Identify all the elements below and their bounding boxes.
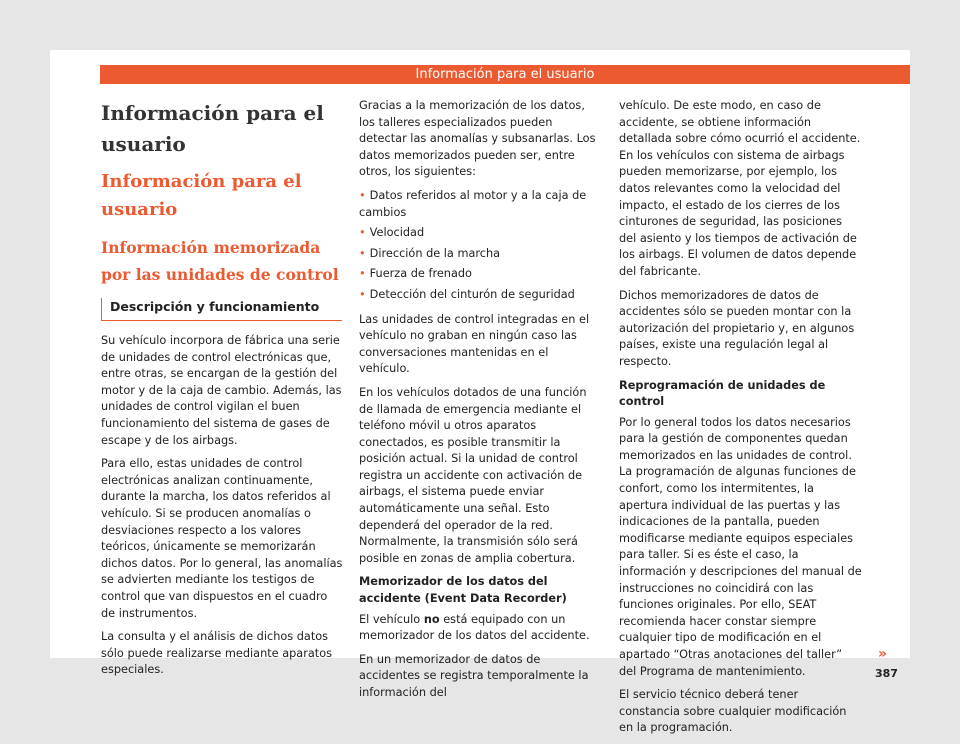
paragraph: vehículo. De este modo, en caso de accidente, se obtiene información detallada sobre cómo ocurrió el accidente. En los vehículos con sistema de airbags pueden memorizarse, por ejemplo, los datos relevantes como la velocidad del impacto, el estado de los cierres de los cinturones de seguridad, las posiciones del asiento y los tiempos de activación de los airbags. El volumen de datos depende del fabricante. <box>619 99 861 278</box>
bullet-icon: • <box>359 246 366 260</box>
paragraph: Dichos memorizadores de datos de accidentes sólo se pueden montar con la autorización del propietario y, en algunos países, existe una regulación legal al respecto. <box>619 288 855 368</box>
column-2 <box>359 98 602 709</box>
page-header: Información para el usuario <box>100 65 910 84</box>
paragraph: Su vehículo incorpora de fábrica una serie de unidades de control electrónicas que, entre otras, se encargan de la gestión del motor y de la caja de cambio. Además, las unidades de control vigilan el buen funcionamiento del sistema de gases de escape y de los airbags. <box>101 334 342 447</box>
list-item: • Fuerza de frenado <box>359 267 472 281</box>
list-item: • Velocidad <box>359 226 425 240</box>
bullet-icon: • <box>359 287 366 301</box>
column-1 <box>101 98 344 686</box>
bullet-icon: • <box>359 226 366 240</box>
paragraph: La consulta y el análisis de dichos datos sólo puede realizarse mediante aparatos especiales. <box>101 630 333 677</box>
subsection-title: Información memorizada por las unidades de control <box>101 238 339 284</box>
paragraph: Para ello, estas unidades de control electrónicas analizan continuamente, durante la marcha, los datos referidos al vehículo. Si se producen anomalías o desviaciones respecto a los valores teóricos, únicamente se memorizarán dichos datos. Por lo general, las anomalías se advierten mediante los testigos de control que van dispuestos en el cuadro de instrumentos. <box>101 457 343 620</box>
paragraph: Gracias a la memorización de los datos, los talleres especializados pueden detectar las anomalías y subsanarlas. Los datos memorizados pueden ser, entre otros, los siguientes: <box>359 99 596 179</box>
paragraph: En un memorizador de datos de accidentes se registra temporalmente la información del <box>359 652 589 699</box>
continue-arrow-icon: » <box>878 646 888 662</box>
section-title: Información para el usuario <box>101 171 302 220</box>
paragraph: El vehículo no está equipado con un memorizador de los datos del accidente. <box>359 612 590 643</box>
topic-heading: Descripción y funcionamiento <box>101 298 342 321</box>
subheading: Reprogramación de unidades de control <box>619 378 826 409</box>
paragraph: Por lo general todos los datos necesarios para la gestión de componentes quedan memorizados en las unidades de control. La programación de algunas funciones de confort, como los intermitentes, la apertura individual de las puertas y las indicaciones de la pantalla, pueden modificarse mediante equipos especiales para taller. Si es éste el caso, la información y descripciones del manual de instrucciones no coincidirá con las funciones originales. Por ello, SEAT recomienda hacer constar siempre cualquier tipo de modificación en el apartado “Otras anotaciones del taller” del Programa de mantenimiento. <box>619 415 862 678</box>
bullet-icon: • <box>359 188 366 202</box>
paragraph: Las unidades de control integradas en el vehículo no graban en ningún caso las conversaciones mantenidas en el vehículo. <box>359 312 590 376</box>
paragraph: El servicio técnico deberá tener constancia sobre cualquier modificación en la programación. <box>619 688 847 735</box>
manual-page <box>50 50 910 735</box>
page-title: Información para el usuario <box>101 101 324 156</box>
list-item: • Datos referidos al motor y a la caja de cambios <box>359 188 587 219</box>
page-number: 387 <box>875 667 898 680</box>
paragraph: En los vehículos dotados de una función de llamada de emergencia mediante el teléfono móvil u otros aparatos conectados, es posible transmitir la posición actual. Si la unidad de control registra un accidente con activación de airbags, el sistema puede enviar automáticamente una señal. Esto dependerá del operador de la red. Normalmente, la transmisión sólo será posible en zonas de amplia cobertura. <box>359 385 587 565</box>
column-3 <box>619 98 862 744</box>
list-item: • Detección del cinturón de seguridad <box>359 287 575 301</box>
list-item: • Dirección de la marcha <box>359 246 501 260</box>
bullet-icon: • <box>359 267 366 281</box>
subheading: Memorizador de los datos del accidente (Event Data Recorder) <box>359 575 567 606</box>
